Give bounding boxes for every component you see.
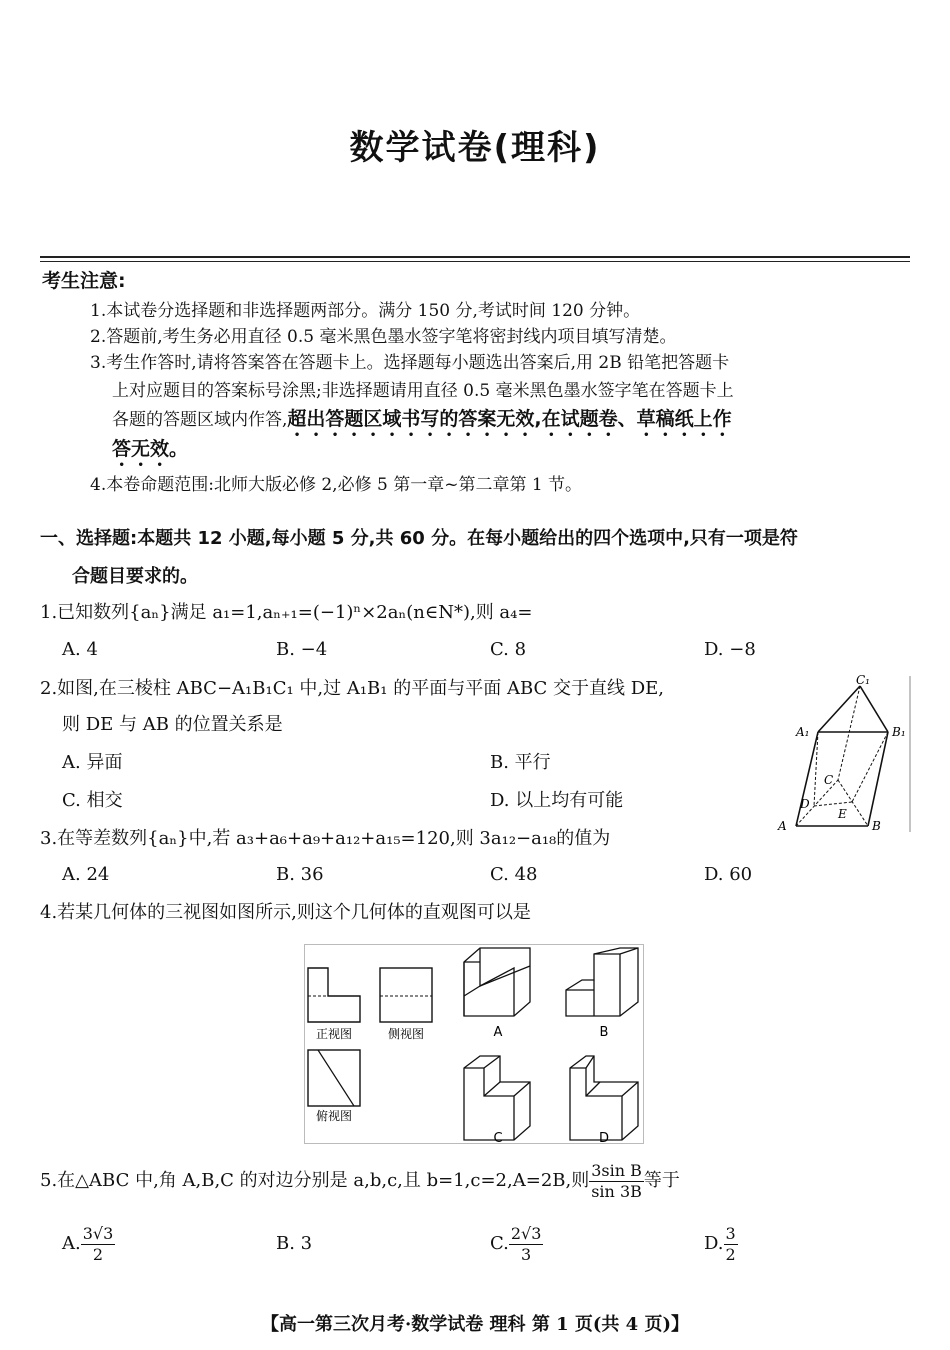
prism-figure <box>774 672 912 834</box>
notice-emphasis-end: 答无效。 <box>112 438 189 460</box>
question-3-option-b[interactable]: B. 36 <box>276 864 324 885</box>
side-view-label: 侧视图 <box>387 1027 425 1041</box>
option-letter: C. <box>490 1233 509 1254</box>
notice-item-3: 3.考生作答时,请将答案答在答题卡上。选择题每小题选出答案后,用 2B 铅笔把答题卡 <box>90 353 730 373</box>
label-b: B <box>872 819 881 833</box>
question-3-option-d[interactable]: D. 60 <box>704 864 753 885</box>
choice-a-label: A <box>493 1025 503 1040</box>
header-rule <box>40 256 910 258</box>
question-1-option-d[interactable]: D. −8 <box>704 639 756 660</box>
option-c-fraction <box>509 1224 544 1265</box>
notice-item-2: 2.答题前,考生务必用直径 0.5 毫米黑色墨水签字笔将密封线内项目填写清楚。 <box>90 327 677 347</box>
top-view-label: 俯视图 <box>315 1109 353 1123</box>
section-heading-cont: 合题目要求的。 <box>72 566 198 587</box>
option-a-fraction <box>81 1224 116 1265</box>
label-b1: B₁ <box>892 725 906 739</box>
question-2-stem-cont: 则 DE 与 AB 的位置关系是 <box>62 714 283 735</box>
question-2-option-a[interactable]: A. 异面 <box>62 752 123 773</box>
question-3-option-c[interactable]: C. 48 <box>490 864 538 885</box>
question-3-option-a[interactable]: A. 24 <box>62 864 110 885</box>
front-view-label: 正视图 <box>315 1027 353 1041</box>
question-5-stem-prefix: 5.在△ABC 中,角 A,B,C 的对边分别是 a,b,c,且 b=1,c=2,A=2B,则 <box>40 1170 590 1191</box>
question-3-stem: 3.在等差数列{aₙ}中,若 a₃+a₆+a₉+a₁₂+a₁₅=120,则 3a₁₂−a₁₈的值为 <box>40 828 611 849</box>
question-1-option-b[interactable]: B. −4 <box>276 639 328 660</box>
fraction-numerator: 3√3 <box>82 1223 114 1243</box>
header-rule-thin <box>40 261 910 262</box>
notice-item-1: 1.本试卷分选择题和非选择题两部分。满分 150 分,考试时间 120 分钟。 <box>90 301 641 321</box>
label-c: C <box>824 773 834 787</box>
fraction-denominator: 2 <box>92 1244 104 1264</box>
option-d-fraction <box>724 1224 738 1265</box>
fraction-denominator: 3 <box>521 1244 532 1264</box>
question-1-option-a[interactable]: A. 4 <box>62 639 98 660</box>
choice-b-label: B <box>599 1025 609 1040</box>
question-5-fraction <box>589 1161 644 1202</box>
notice-item-3-plain: 各题的答题区域内作答, <box>112 410 288 430</box>
notice-emphasis: 超出答题区域书写的答案无效,在试题卷、草稿纸上作 <box>287 408 732 430</box>
fraction-numerator: 2√3 <box>510 1223 542 1243</box>
section-heading: 一、选择题:本题共 12 小题,每小题 5 分,共 60 分。在每小题给出的四个选项中,只有一项是符 <box>40 528 798 549</box>
notice-heading: 考生注意: <box>42 270 126 292</box>
question-5-option-c[interactable] <box>490 1222 543 1266</box>
choice-d-label: D <box>598 1131 610 1144</box>
label-a1: A₁ <box>796 725 810 739</box>
option-letter: A. <box>62 1233 81 1254</box>
label-e: E <box>838 807 847 821</box>
question-2-option-b[interactable]: B. 平行 <box>490 752 551 773</box>
question-1-stem: 1.已知数列{aₙ}满足 a₁=1,aₙ₊₁=(−1)ⁿ×2aₙ(n∈N*),则 a₄= <box>40 602 533 623</box>
question-5-option-d[interactable] <box>704 1222 738 1266</box>
option-letter: B. 3 <box>276 1233 313 1254</box>
three-views-figure <box>304 944 644 1144</box>
question-5-stem-suffix: 等于 <box>643 1170 680 1191</box>
option-letter: D. <box>704 1233 724 1254</box>
question-2-stem: 2.如图,在三棱柱 ABC−A₁B₁C₁ 中,过 A₁B₁ 的平面与平面 ABC 交于直线 DE, <box>40 678 665 699</box>
label-c1: C₁ <box>856 673 870 687</box>
notice-item-4: 4.本卷命题范围:北师大版必修 2,必修 5 第一章~第二章第 1 节。 <box>90 475 583 495</box>
fraction-denominator: sin 3B <box>591 1181 642 1201</box>
label-a: A <box>778 819 787 833</box>
question-5-option-a[interactable] <box>62 1222 115 1266</box>
page-title: 数学试卷(理科) <box>349 128 601 168</box>
label-d: D <box>800 797 810 811</box>
notice-item-3-line-2: 上对应题目的答案标号涂黑;非选择题请用直径 0.5 毫米黑色墨水签字笔在答题卡上 <box>112 381 734 401</box>
fraction-denominator: 2 <box>725 1244 736 1264</box>
fraction-numerator: 3 <box>725 1223 736 1243</box>
question-5-option-b[interactable] <box>276 1222 312 1266</box>
page-footer: 【高一第三次月考·数学试卷 理科 第 1 页(共 4 页)】 <box>261 1314 689 1335</box>
question-2-option-c[interactable]: C. 相交 <box>62 790 123 811</box>
question-4-stem: 4.若某几何体的三视图如图所示,则这个几何体的直观图可以是 <box>40 902 531 923</box>
question-2-option-d[interactable]: D. 以上均有可能 <box>490 790 624 811</box>
question-5-stem <box>40 1158 680 1204</box>
notice-item-3-line-4 <box>112 436 912 471</box>
fraction-numerator: 3sin B <box>591 1160 642 1180</box>
choice-c-label: C <box>493 1131 503 1144</box>
question-1-option-c[interactable]: C. 8 <box>490 639 527 660</box>
